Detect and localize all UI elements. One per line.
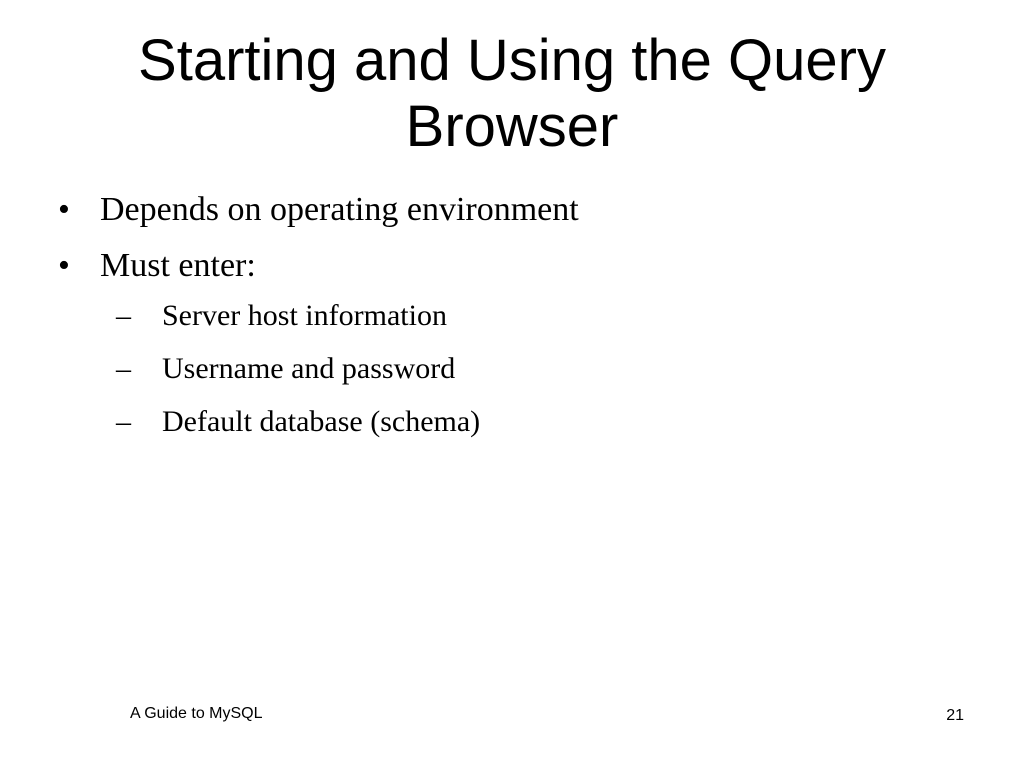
dash-marker: – xyxy=(116,299,131,332)
dash-marker: – xyxy=(116,352,131,385)
dash-marker: – xyxy=(116,405,131,438)
bullet-marker: • xyxy=(58,191,70,228)
bullet-item xyxy=(58,244,958,442)
sub-bullet-text: Username and password xyxy=(162,352,456,385)
bullet-item xyxy=(58,188,958,232)
slide-title-line-2: Browser xyxy=(405,94,619,159)
bullet-text: Must enter: xyxy=(100,247,256,284)
sub-bullet-item xyxy=(116,296,958,336)
sub-bullet-item xyxy=(116,349,958,389)
sub-bullet-text: Default database (schema) xyxy=(162,405,481,438)
sub-bullet-list xyxy=(100,296,958,442)
bullet-marker: • xyxy=(58,247,70,284)
bullet-list xyxy=(58,188,958,455)
page-number: 21 xyxy=(946,707,964,724)
footer-text: A Guide to MySQL xyxy=(130,705,263,722)
bullet-text: Depends on operating environment xyxy=(100,191,579,228)
slide-title-line-1: Starting and Using the Query xyxy=(138,28,886,93)
slide-title xyxy=(60,28,964,160)
sub-bullet-text: Server host information xyxy=(162,299,447,332)
sub-bullet-item xyxy=(116,402,958,442)
